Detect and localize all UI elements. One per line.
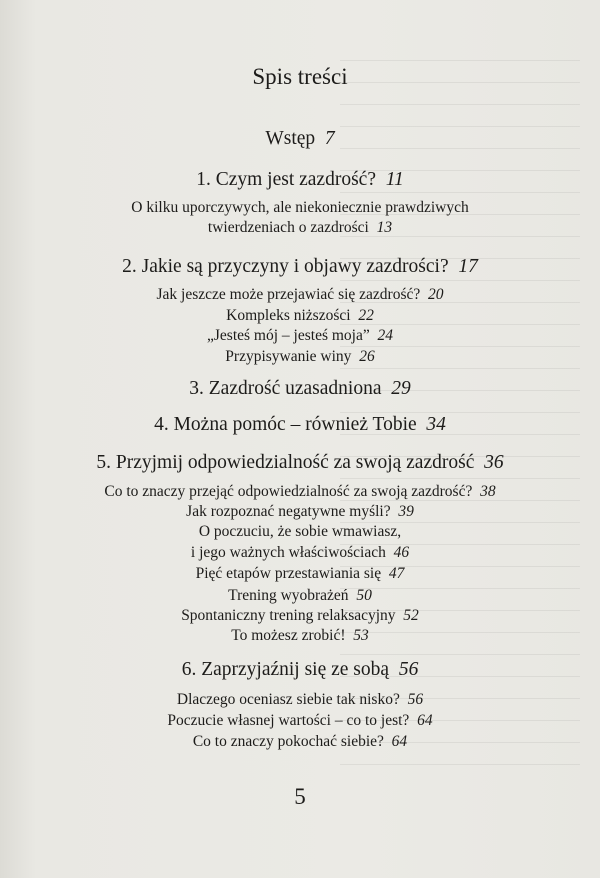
toc-subentry-5-3-line2: i jego ważnych właściwościach 46 xyxy=(190,544,410,561)
toc-subentry-2-1: Jak jeszcze może przejawiać się zazdrość? 20 xyxy=(156,286,444,303)
toc-subentry-5-5: Trening wyobrażeń 50 xyxy=(228,587,372,604)
toc-subentry-2-3: „Jesteś mój – jesteś moja” 24 xyxy=(207,327,393,344)
toc-entry-chapter-5: 5. Przyjmij odpowiedzialność za swoją zazdrość 36 xyxy=(96,452,504,473)
toc-entry-intro: Wstęp 7 xyxy=(265,128,335,149)
toc-subentry-5-6: Spontaniczny trening relaksacyjny 52 xyxy=(181,607,419,624)
toc-entry-chapter-2: 2. Jakie są przyczyny i objawy zazdrości? 17 xyxy=(122,256,478,277)
page-number: 5 xyxy=(294,784,306,809)
toc-subentry-2-4: Przypisywanie winy 26 xyxy=(225,348,375,365)
toc-subentry-6-1: Dlaczego oceniasz siebie tak nisko? 56 xyxy=(176,691,424,708)
toc-entry-chapter-6: 6. Zaprzyjaźnij się ze sobą 56 xyxy=(181,659,419,680)
toc-subentry-6-3: Co to znaczy pokochać siebie? 64 xyxy=(192,733,408,750)
toc-subentry-1-1-line1: O kilku uporczywych, ale niekoniecznie prawdziwych xyxy=(131,199,469,216)
toc-subentry-2-2: Kompleks niższości 22 xyxy=(226,307,374,324)
toc-subentry-1-1-line2: twierdzeniach o zazdrości 13 xyxy=(207,219,393,236)
toc-subentry-5-1: Co to znaczy przejąć odpowiedzialność za swoją zazdrość? 38 xyxy=(104,483,496,500)
toc-entry-chapter-1: 1. Czym jest zazdrość? 11 xyxy=(196,169,404,190)
toc-entry-chapter-3: 3. Zazdrość uzasadniona 29 xyxy=(189,378,411,399)
toc-subentry-5-7: To możesz zrobić! 53 xyxy=(231,627,369,644)
toc-subentry-5-4: Pięć etapów przestawiania się 47 xyxy=(195,565,405,582)
toc-subentry-5-2: Jak rozpoznać negatywne myśli? 39 xyxy=(186,503,414,520)
toc-entry-chapter-4: 4. Można pomóc – również Tobie 34 xyxy=(154,414,446,435)
toc-subentry-5-3-line1: O poczuciu, że sobie wmawiasz, xyxy=(198,523,402,540)
toc-title: Spis treści xyxy=(252,64,348,89)
toc-subentry-6-2: Poczucie własnej wartości – co to jest? 64 xyxy=(167,712,433,729)
